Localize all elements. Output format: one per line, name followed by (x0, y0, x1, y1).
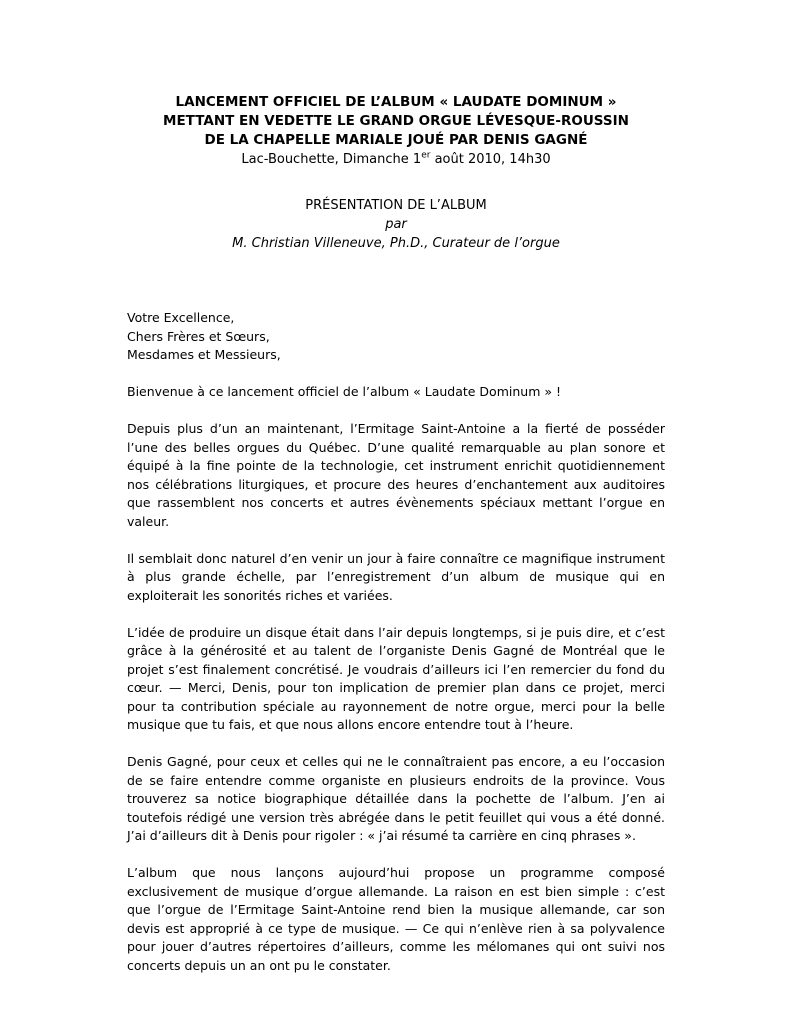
salutation-block (127, 309, 665, 365)
letter-body (127, 383, 665, 975)
event-date-line (127, 150, 665, 169)
presentation-block (127, 196, 665, 253)
salutation-line-1: Votre Excellence, (127, 310, 235, 325)
paragraph-welcome: Bienvenue à ce lancement officiel de l’album « Laudate Dominum » ! (127, 384, 561, 399)
presentation-heading: PRÉSENTATION DE L’ALBUM (305, 198, 487, 213)
paragraph-denis-bio: Denis Gagné, pour ceux et celles qui ne le connaîtraient pas encore, a eu l’occasion de se faire entendre comme organiste en plusieurs endroits de la province. Vous trouverez sa notice biographique détaillée dans la pochette de l’album. J’en ai toutefois rédigé une version très abrégée dans le petit feuillet qui vous a été donné. J’ai d’ailleurs dit à Denis pour rigoler : « j’ai résumé ta carrière en cinq phrases ». (127, 754, 665, 843)
title-line-3: DE LA CHAPELLE MARIALE JOUÉ PAR DENIS GAGNÉ (204, 132, 588, 148)
date-prefix: Lac-Bouchette, Dimanche 1 (241, 152, 422, 167)
salutation-line-2: Chers Frères et Sœurs, (127, 328, 270, 344)
date-suffix: août 2010, 14h30 (430, 152, 551, 167)
paragraph-recording-idea: Il semblait donc naturel d’en venir un jour à faire connaître ce magnifique instrument à plus grande échelle, par l’enregistrement d’un album de musique qui en exploiterait les sonorités riches et variées. (127, 550, 665, 603)
salutation-line-3: Mesdames et Messieurs, (127, 347, 281, 362)
paragraph-organ-pride: Depuis plus d’un an maintenant, l’Ermitage Saint-Antoine a la fierté de posséder l’une des belles orgues du Québec. D’une qualité remarquable au plan sonore et équipé à la fine pointe de la technologie, cet instrument enrichit quotidiennement nos célébrations liturgiques, et procure des heures d’enchantement aux auditoires que rassemblent nos concerts et autres évènements spéciaux mettant l’orgue en valeur. (127, 421, 665, 529)
document-header (127, 93, 665, 169)
date-ordinal-superscript: er (421, 150, 431, 161)
presentation-byline: par (385, 217, 407, 232)
title-line-2: METTANT EN VEDETTE LE GRAND ORGUE LÉVESQUE-ROUSSIN (163, 113, 629, 129)
paragraph-album-program: L’album que nous lançons aujourd’hui propose un programme composé exclusivement de musique d’orgue allemande. La raison en est bien simple : c’est que l’orgue de l’Ermitage Saint-Antoine rend bien la musique allemande, car son devis est approprié à ce type de musique. — Ce qui n’enlève rien à sa polyvalence pour jouer d’autres répertoires d’ailleurs, comme les mélomanes qui ont suivi nos concerts depuis un an ont pu le constater. (127, 865, 665, 973)
paragraph-thanks-denis: L’idée de produire un disque était dans l’air depuis longtemps, si je puis dire, et c’est grâce à la générosité et au talent de l’organiste Denis Gagné de Montréal que le projet s’est finalement concrétisé. Je voudrais d’ailleurs ici l’en remercier du fond du cœur. — Merci, Denis, pour ton implication de premier plan dans ce projet, merci pour ta contribution spéciale au rayonnement de notre orgue, merci pour la belle musique que tu fais, et que nous allons encore entendre tout à l’heure. (127, 624, 665, 732)
title-line-1: LANCEMENT OFFICIEL DE L’ALBUM « LAUDATE DOMINUM » (175, 94, 617, 110)
presentation-author: M. Christian Villeneuve, Ph.D., Curateur de l’orgue (232, 236, 560, 251)
